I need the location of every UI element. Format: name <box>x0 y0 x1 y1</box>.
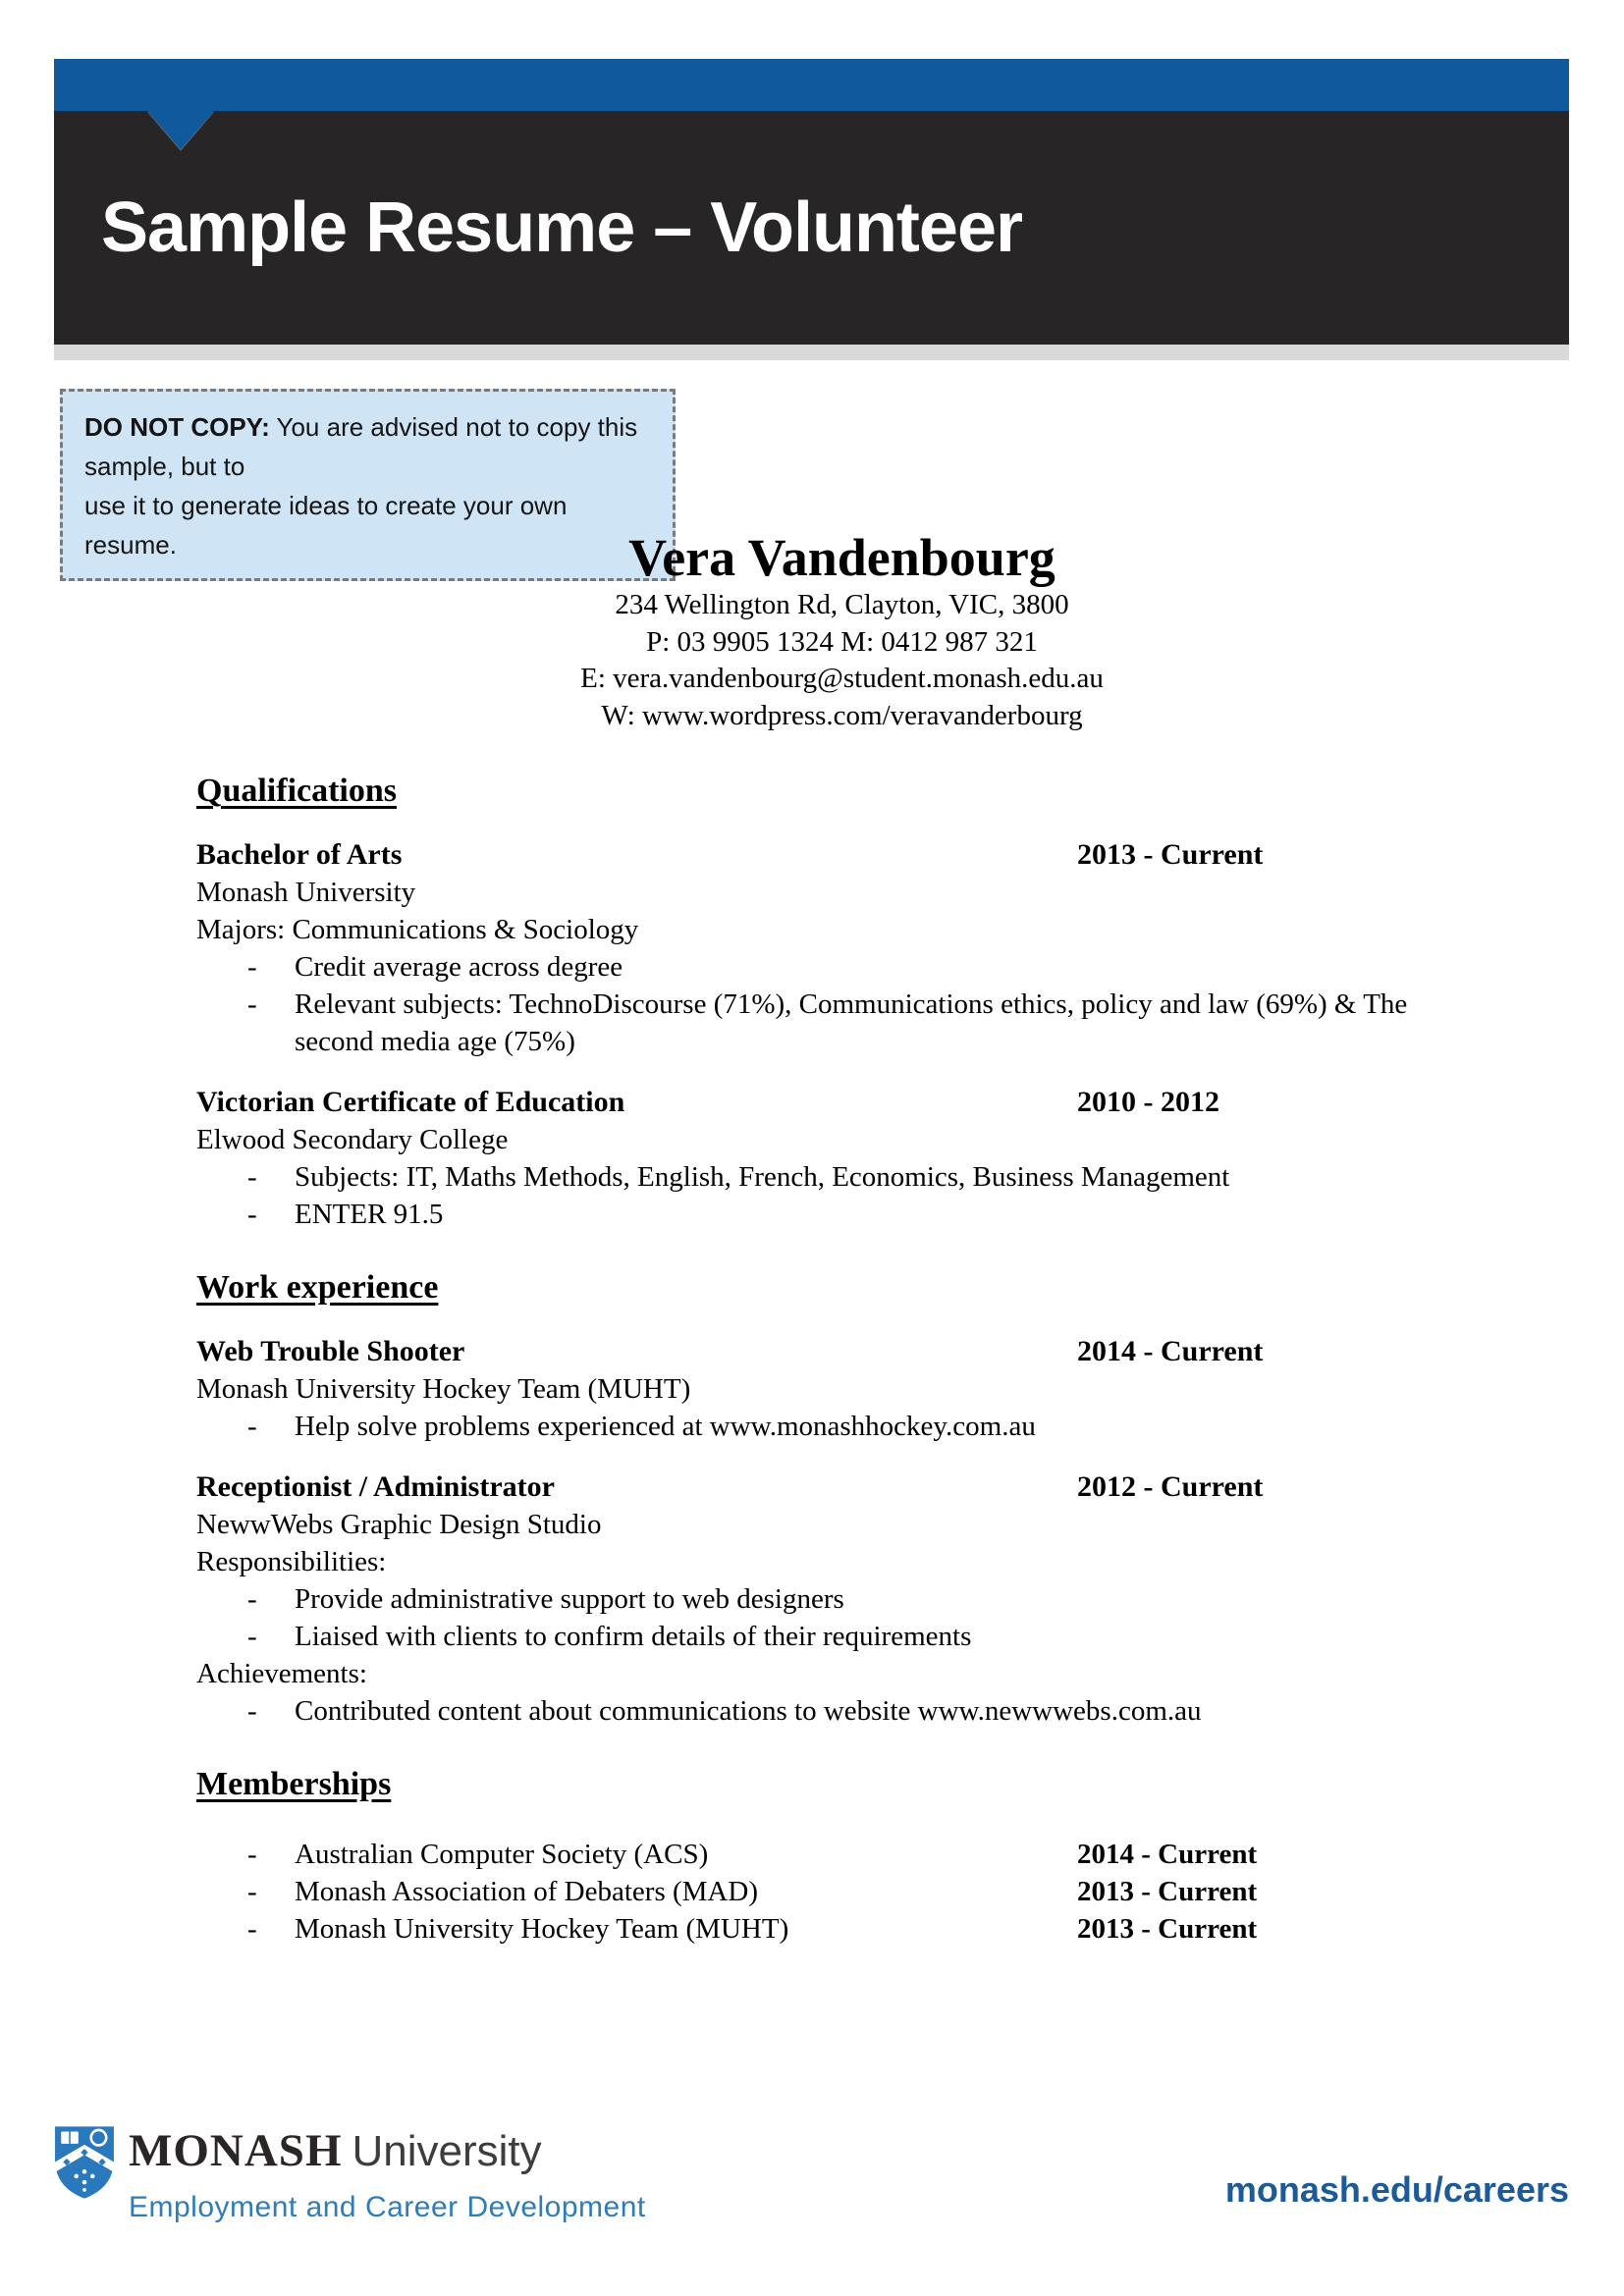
header-banner <box>54 59 1569 360</box>
bullet-dash-icon: - <box>247 1199 257 1230</box>
entry <box>196 1333 1488 1445</box>
entry-title: Receptionist / Administrator <box>196 1470 555 1503</box>
detail-line <box>196 1121 1488 1158</box>
bullet-dash-icon: - <box>247 951 257 983</box>
entry-title: Bachelor of Arts <box>196 838 403 871</box>
section-heading: Qualifications <box>196 773 398 809</box>
bullet-text: Relevant subjects: TechnoDiscourse (71%), Communications ethics, policy and law (69%) & The second media age (75%) <box>295 988 1408 1057</box>
monash-wordmark-row <box>129 2125 646 2187</box>
bullet-text: Credit average across degree <box>295 951 623 983</box>
bullet-row <box>196 1158 1488 1196</box>
entry-date: 2014 - Current <box>1077 1335 1264 1367</box>
section <box>196 770 1488 1233</box>
membership-date: 2013 - Current <box>1077 1876 1258 1907</box>
bullet-text: Australian Computer Society (ACS) <box>295 1839 709 1870</box>
entry-header <box>196 1468 1488 1506</box>
membership-date: 2013 - Current <box>1077 1913 1258 1945</box>
entry-date: 2012 - Current <box>1077 1470 1264 1503</box>
bullet-dash-icon: - <box>247 988 257 1020</box>
careers-url: monash.edu/careers <box>1224 2169 1569 2210</box>
bullet-row <box>196 1618 1488 1655</box>
detail-text: Majors: Communications & Sociology <box>196 914 639 945</box>
detail-text: NewwWebs Graphic Design Studio <box>196 1509 602 1540</box>
membership-date: 2014 - Current <box>1077 1839 1258 1870</box>
bullet-text: Monash Association of Debaters (MAD) <box>295 1876 758 1907</box>
entry-header <box>196 836 1488 874</box>
header-shadow-strip <box>54 345 1569 360</box>
contact-address: 234 Wellington Rd, Clayton, VIC, 3800 <box>615 589 1069 620</box>
entry-header <box>196 1084 1488 1121</box>
bullet-text: Monash University Hockey Team (MUHT) <box>295 1913 789 1945</box>
bullet-dash-icon: - <box>247 1161 257 1193</box>
bullet-dash-icon: - <box>247 1839 257 1870</box>
contact-phone: P: 03 9905 1324 M: 0412 987 321 <box>646 625 1038 658</box>
section-heading: Memberships <box>196 1766 392 1802</box>
page-title: Sample Resume – Volunteer <box>101 188 1022 267</box>
section <box>196 1266 1488 1730</box>
monash-tagline: Employment and Career Development <box>129 2191 646 2223</box>
monash-crest-icon <box>54 2125 115 2200</box>
bullet-text: ENTER 91.5 <box>295 1199 444 1230</box>
entry <box>196 1836 1488 1948</box>
detail-text: Responsibilities: <box>196 1546 387 1577</box>
bullet-dash-icon: - <box>247 1583 257 1615</box>
section <box>196 1763 1488 1948</box>
detail-line <box>196 874 1488 911</box>
blue-arrow-notch-icon <box>147 111 214 151</box>
entry-title: Victorian Certificate of Education <box>196 1086 625 1118</box>
bullet-dash-icon: - <box>247 1695 257 1727</box>
detail-line <box>196 1506 1488 1543</box>
notice-line2: use it to generate ideas to create your own resume. <box>84 491 568 560</box>
bullet-row <box>196 1196 1488 1233</box>
detail-text: Monash University Hockey Team (MUHT) <box>196 1373 691 1405</box>
bullet-row <box>196 1580 1488 1618</box>
entry-date: 2010 - 2012 <box>1077 1086 1219 1118</box>
notice-line1: You are advised not to copy this sample, but to <box>84 412 638 481</box>
detail-line <box>196 1370 1488 1408</box>
bullet-text: Provide administrative support to web designers <box>295 1583 844 1615</box>
bullet-text: Contributed content about communications to website www.newwwebs.com.au <box>295 1695 1202 1727</box>
detail-line <box>196 1543 1488 1580</box>
bullet-row <box>196 1408 1488 1445</box>
monash-logo-text <box>129 2125 646 2224</box>
detail-text: Monash University <box>196 877 416 908</box>
bullet-text: Subjects: IT, Maths Methods, English, French, Economics, Business Management <box>295 1161 1230 1193</box>
entry <box>196 836 1488 1060</box>
monash-logo <box>54 2125 646 2224</box>
section-heading: Work experience <box>196 1269 439 1306</box>
entry-date: 2013 - Current <box>1077 838 1264 871</box>
detail-text: Achievements: <box>196 1658 367 1689</box>
header-dark-panel <box>54 111 1569 345</box>
detail-line <box>196 1655 1488 1692</box>
entry <box>196 1084 1488 1233</box>
bullet-dash-icon: - <box>247 1621 257 1652</box>
bullet-text: Help solve problems experienced at www.monashhockey.com.au <box>295 1411 1036 1442</box>
bullet-row <box>196 1692 1488 1730</box>
entry-header <box>196 1333 1488 1370</box>
detail-line <box>196 911 1488 948</box>
contact-website: W: www.wordpress.com/veravanderbourg <box>601 699 1083 731</box>
entry-title: Web Trouble Shooter <box>196 1335 465 1367</box>
bullet-row <box>196 1836 1488 1873</box>
entry <box>196 1468 1488 1730</box>
contact-email: E: vera.vandenbourg@student.monash.edu.au <box>580 663 1104 694</box>
resume-content <box>196 528 1488 1948</box>
monash-wordmark-university: University <box>352 2127 542 2175</box>
notice-bold-label: DO NOT COPY: <box>84 412 270 442</box>
bullet-dash-icon: - <box>247 1876 257 1907</box>
bullet-dash-icon: - <box>247 1913 257 1945</box>
bullet-row <box>196 1873 1488 1910</box>
monash-wordmark: MONASH <box>129 2125 343 2176</box>
candidate-name: Vera Vandenbourg <box>628 528 1056 587</box>
bullet-row <box>196 948 1488 986</box>
sections <box>196 770 1488 1948</box>
bullet-text: Liaised with clients to confirm details of their requirements <box>295 1621 972 1652</box>
detail-text: Elwood Secondary College <box>196 1124 509 1155</box>
contact-block <box>196 528 1488 734</box>
bullet-dash-icon: - <box>247 1411 257 1442</box>
header-blue-bar <box>54 59 1569 111</box>
bullet-row <box>196 986 1488 1060</box>
bullet-row <box>196 1910 1488 1948</box>
